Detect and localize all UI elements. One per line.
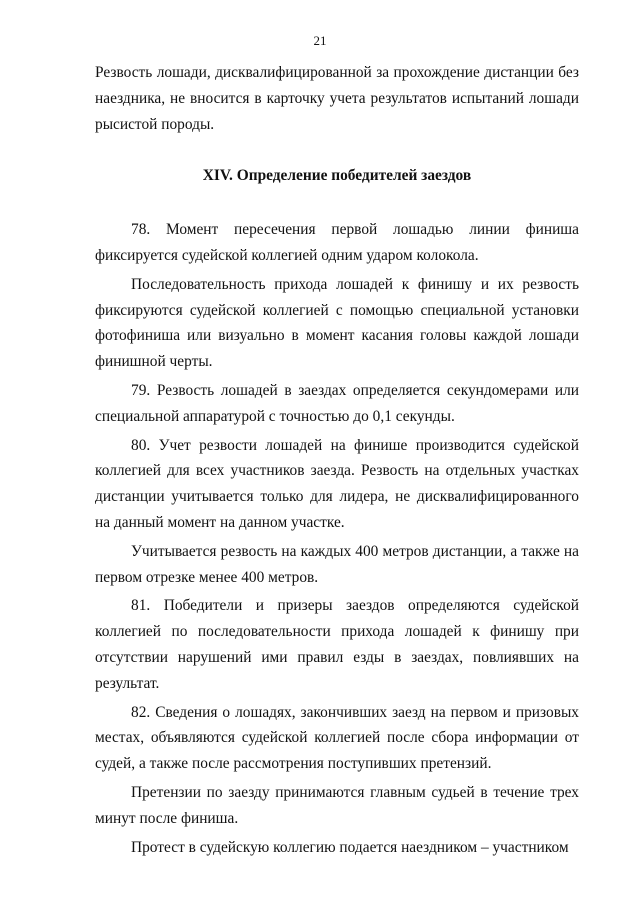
paragraph-80-distance: Учитывается резвость на каждых 400 метров дистанции, а также на первом отрезке менее 400 метров.	[95, 542, 579, 586]
paragraph-81: 81. Победители и призеры заездов определяются судейской коллегией по последовательности прихода лошадей к финишу при отсутствии нарушений ими правил езды в заездах, повлиявших на результат.	[95, 597, 579, 692]
intro-paragraph: Резвость лошади, дисквалифицированной за прохождение дистанции без наездника, не вносится в карточку учета результатов испытаний лошади рысистой породы.	[95, 64, 579, 133]
page-number: 21	[313, 33, 327, 48]
paragraph-78: 78. Момент пересечения первой лошадью линии финиша фиксируется судейской коллегией одним ударом колокола.	[95, 221, 579, 264]
paragraph-79: 79. Резвость лошадей в заездах определяется секундомерами или специальной аппаратурой с точностью до 0,1 секунды.	[95, 381, 579, 425]
paragraph-80: 80. Учет резвости лошадей на финише производится судейской коллегией для всех участников заезда. Резвость на отдельных участках дистанции учитывается только для лидера, не дисквалифицированного на данный момент на данном участке.	[95, 436, 579, 531]
section-heading: XIV. Определение победителей заездов	[202, 167, 472, 185]
paragraph-82-claims: Претензии по заезду принимаются главным судьей в течение трех минут после финиша.	[95, 783, 579, 827]
paragraph-protest: Протест в судейскую коллегию подается наездником – участником	[131, 838, 569, 856]
document-body	[95, 60, 579, 860]
paragraph-82: 82. Сведения о лошадях, закончивших заезд на первом и призовых местах, объявляются судейской коллегией после сбора информации от судей, а также после рассмотрения поступивших претензий.	[95, 703, 579, 773]
paragraph-78-sequence: Последовательность прихода лошадей к финишу и их резвость фиксируются судейской коллегией с помощью специальной установки фотофиниша или визуально в момент касания головы каждой лошади финишной черты.	[95, 275, 579, 371]
